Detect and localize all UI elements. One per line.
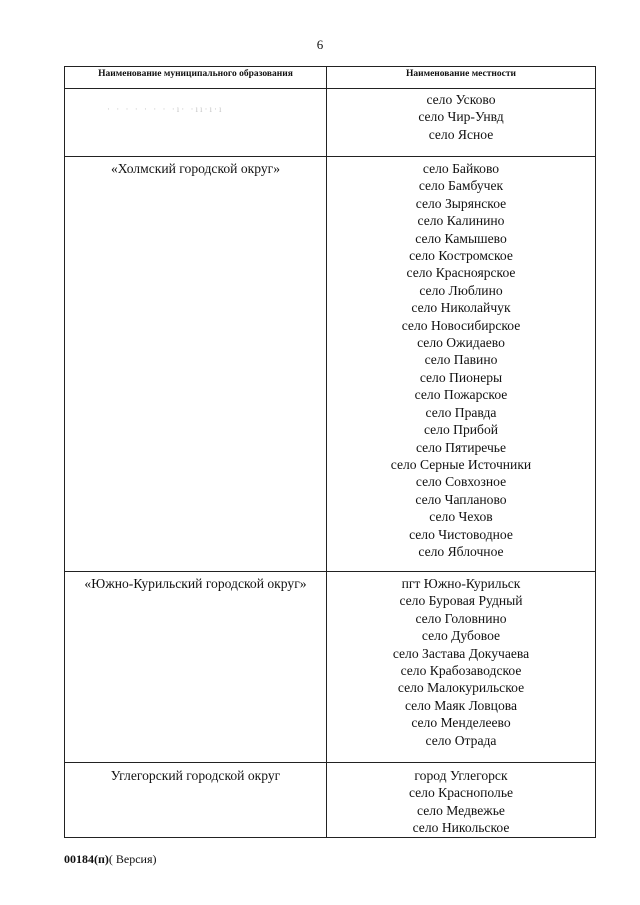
locality-item: село Ожидаево xyxy=(417,335,505,351)
locality-item: город Углегорск xyxy=(414,768,508,783)
table-row xyxy=(65,572,596,763)
locality-item: село Маяк Ловцова xyxy=(404,697,518,713)
locality-item: село Павино xyxy=(424,352,498,368)
municipality-name: Углегорский городской округ xyxy=(110,768,281,783)
locality-item: село Калинино xyxy=(417,213,505,229)
document-number: 00184(п) xyxy=(64,852,109,866)
locality-item: село Краснополье xyxy=(408,785,514,801)
locality-item: село Медвежье xyxy=(417,802,505,818)
locality-item: село Николайчук xyxy=(411,300,511,316)
locality-item: село Буровая Рудный xyxy=(399,593,523,609)
municipality-cell xyxy=(65,89,327,157)
faint-scan-marks: · · · · · · · ·ı· ·ıı·ı·ı xyxy=(107,104,224,114)
table-header-row xyxy=(65,67,596,89)
table-row xyxy=(65,157,596,572)
document-version: ( Версия) xyxy=(108,852,157,866)
locality-cell xyxy=(327,157,596,572)
locality-cell xyxy=(327,89,596,157)
page-number: 6 xyxy=(316,37,324,52)
locality-item: село Пятиречье xyxy=(415,439,507,455)
locality-item: село Прибой xyxy=(423,422,499,438)
locality-item: село Бамбучек xyxy=(418,178,504,194)
document-code xyxy=(64,852,157,867)
locality-item: село Отрада xyxy=(425,732,497,748)
locality-item: село Красноярское xyxy=(406,265,516,281)
header-municipality: Наименование муниципального образования xyxy=(65,67,327,89)
locality-item: село Чапланово xyxy=(415,491,507,507)
locality-item: село Новосибирское xyxy=(401,317,521,333)
municipality-name: «Южно-Курильский городской округ» xyxy=(84,576,307,591)
header-locality: Наименование местности xyxy=(327,67,596,89)
locality-item: село Дубовое xyxy=(421,628,501,644)
locality-item: село Байково xyxy=(422,161,500,176)
locality-item: село Совхозное xyxy=(415,474,507,490)
locality-item: село Чехов xyxy=(429,509,493,525)
locality-item: село Камышево xyxy=(415,230,507,246)
table-row xyxy=(65,89,596,157)
municipality-cell xyxy=(65,763,327,838)
locality-item: село Застава Докучаева xyxy=(392,645,530,661)
locality-item: село Крабозаводское xyxy=(400,663,522,679)
locality-cell xyxy=(327,763,596,838)
locality-item: село Люблино xyxy=(419,282,503,298)
locality-item: село Яблочное xyxy=(418,543,504,559)
locality-item: пгт Южно-Курильск xyxy=(401,576,521,591)
locality-item: село Правда xyxy=(425,404,497,420)
locality-item: село Малокурильское xyxy=(397,680,525,696)
locality-item: село Менделеево xyxy=(411,715,511,731)
locality-item: село Никольское xyxy=(412,820,510,836)
locality-item: село Чистоводное xyxy=(409,526,513,542)
locality-item: село Зырянское xyxy=(415,195,507,211)
municipality-cell xyxy=(65,572,327,763)
locality-item: село Серные Источники xyxy=(390,456,532,472)
table-row xyxy=(65,763,596,838)
locality-item: село Головнино xyxy=(415,610,507,626)
locality-cell xyxy=(327,572,596,763)
locality-item: село Ясное xyxy=(428,126,494,142)
municipality-name: «Холмский городской округ» xyxy=(110,161,281,176)
settlements-table xyxy=(64,66,596,838)
municipality-cell xyxy=(65,157,327,572)
locality-item: село Пожарское xyxy=(414,387,508,403)
locality-item: село Усково xyxy=(426,92,496,107)
locality-item: село Костромское xyxy=(409,248,513,264)
locality-item: село Чир-Унвд xyxy=(418,109,504,125)
locality-item: село Пионеры xyxy=(419,369,503,385)
